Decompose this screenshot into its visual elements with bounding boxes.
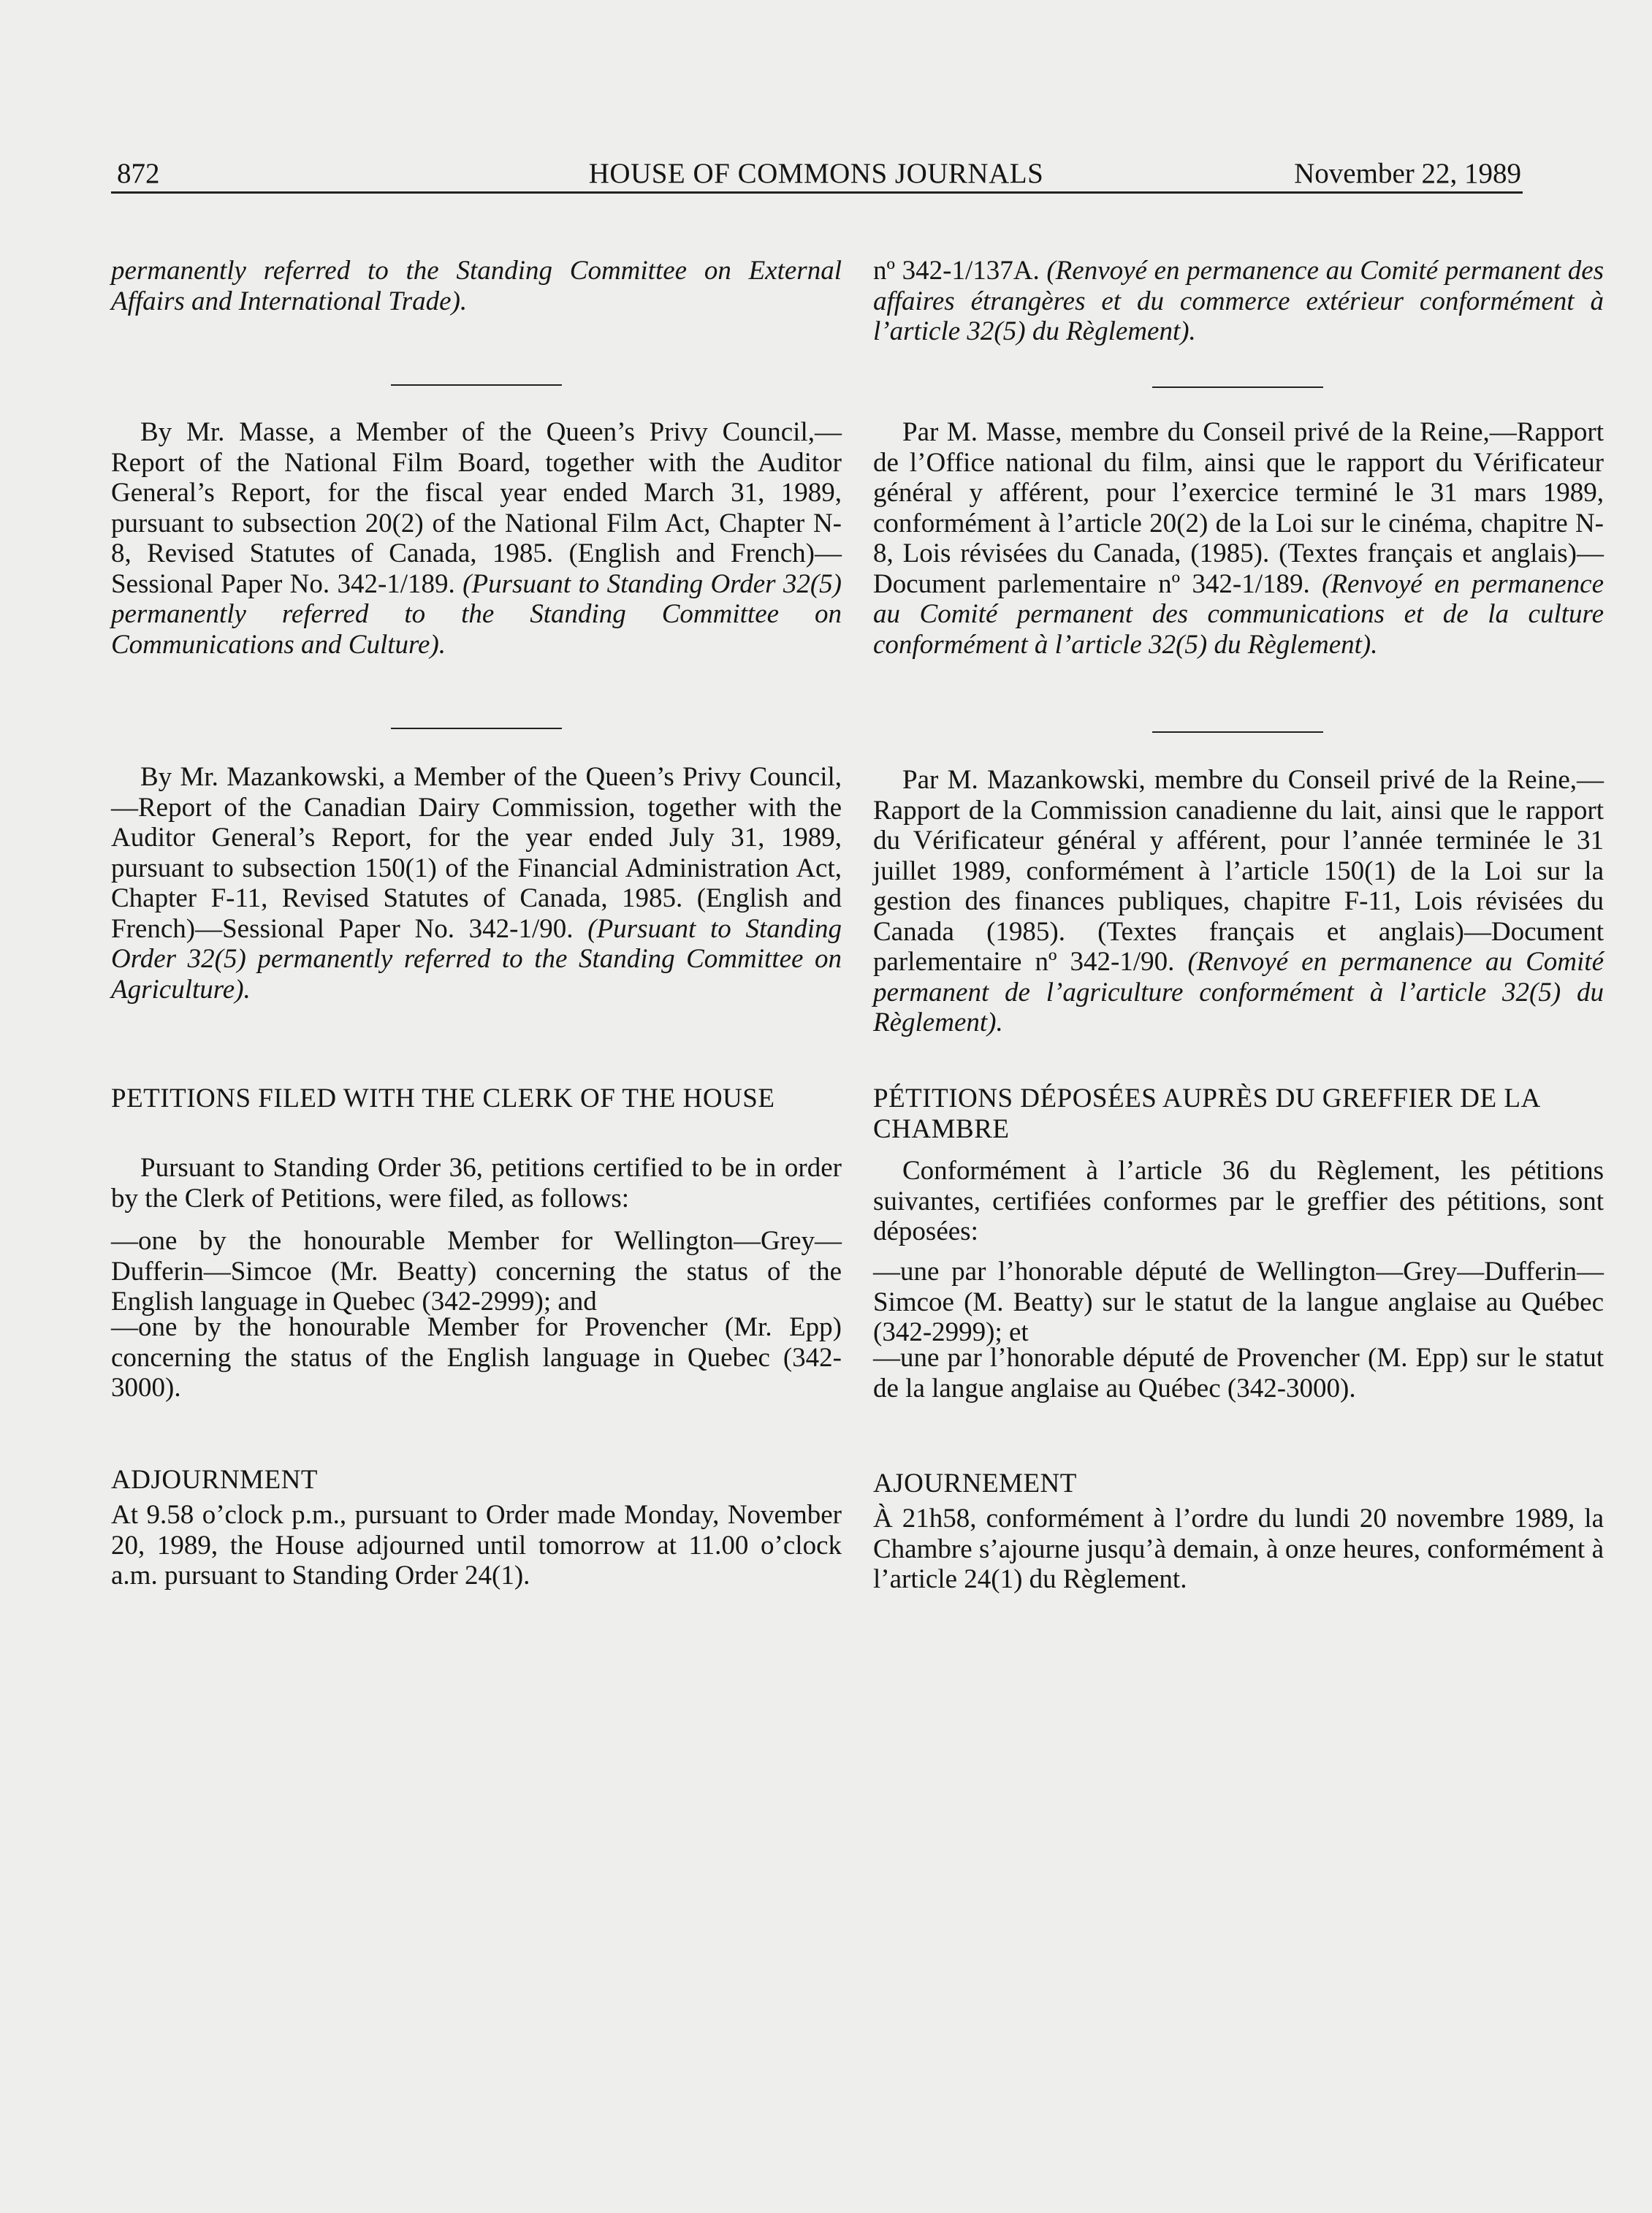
paper-number: nº 342-1/137A. bbox=[873, 256, 1040, 286]
referral-note: (Pursuant to Standing Order 32(5) permanently referred to the Standing Committee on Agriculture). bbox=[111, 913, 842, 1005]
petition-item: —one by the honourable Member for Provencher (Mr. Epp) concerning the status of the English language in Quebec (342-3000). bbox=[111, 1312, 842, 1403]
header-rule bbox=[111, 191, 1523, 194]
page-number: 872 bbox=[117, 158, 160, 189]
continued-paper-entry bbox=[111, 256, 842, 316]
entry-text: By Mr. Mazankowski, a Member of the Queen’s Privy Council,—Report of the Canadian Dairy Commission, together with the Auditor General’s Report, for the year ended July 31, 1989, pursuant to subsection 150(1) of the Financial Administration Act, Chapter F-11, Revised Statutes of Canada, 1985. (English and French)—Sessional Paper No. 342-1/90. bbox=[111, 762, 842, 944]
paper-entry-dairy-commission bbox=[111, 762, 842, 1005]
section-divider bbox=[1152, 731, 1323, 733]
paper-entry-film-board bbox=[873, 417, 1604, 660]
referral-note: (Pursuant to Standing Order 32(5) permanently referred to the Standing Committee on Communications and Culture). bbox=[111, 568, 842, 660]
entry-text: Par M. Mazankowski, membre du Conseil privé de la Reine,—Rapport de la Commission canadienne du lait, ainsi que le rapport du Vérificateur général y afférent, pour l’année terminée le 31 juillet 1989, conformément à l’article 150(1) de la Loi sur la gestion des finances publiques, chapitre F-11, Lois révisées du Canada (1985). (Textes français et anglais)—Document parlementaire nº 342-1/90. bbox=[873, 765, 1604, 977]
petition-item: —one by the honourable Member for Wellington—Grey—Dufferin—Simcoe (Mr. Beatty) concerning the status of the English language in Quebec (342-2999); and bbox=[111, 1226, 842, 1317]
adjournment-text: À 21h58, conformément à l’ordre du lundi 20 novembre 1989, la Chambre s’ajourne jusqu’à demain, à onze heures, conformément à l’article 24(1) du Règlement. bbox=[873, 1504, 1604, 1594]
petitions-intro: Conformément à l’article 36 du Règlement, les pétitions suivantes, certifiées conformes par le greffier des pétitions, sont déposées: bbox=[873, 1156, 1604, 1246]
petitions-heading: PÉTITIONS DÉPOSÉES AUPRÈS DU GREFFIER DE LA CHAMBRE bbox=[873, 1083, 1539, 1144]
referral-note: (Renvoyé en permanence au Comité permanent des communications et de la culture conformément à l’article 32(5) du Règlement). bbox=[873, 568, 1605, 660]
adjournment-heading: AJOURNEMENT bbox=[873, 1469, 1077, 1498]
referral-note: permanently referred to the Standing Committee on External Affairs and International Trade). bbox=[111, 256, 842, 316]
continued-paper-entry bbox=[873, 256, 1604, 347]
section-divider bbox=[1152, 386, 1323, 388]
entry-text: By Mr. Masse, a Member of the Queen’s Privy Council,—Report of the National Film Board, together with the Auditor General’s Report, for the fiscal year ended March 31, 1989, pursuant to subsection 20(2) of the National Film Act, Chapter N-8, Revised Statutes of Canada, 1985. (English and French)—Sessional Paper No. 342-1/189. bbox=[111, 417, 842, 599]
paper-entry-dairy-commission bbox=[873, 765, 1604, 1038]
adjournment-text: At 9.58 o’clock p.m., pursuant to Order made Monday, November 20, 1989, the House adjourned until tomorrow at 11.00 o’clock a.m. pursuant to Standing Order 24(1). bbox=[111, 1500, 842, 1591]
journal-date: November 22, 1989 bbox=[1294, 158, 1521, 189]
petition-item: —une par l’honorable député de Wellington—Grey—Dufferin—Simcoe (M. Beatty) sur le statut de la langue anglaise au Québec (342-2999); et bbox=[873, 1257, 1604, 1347]
journal-title: HOUSE OF COMMONS JOURNALS bbox=[588, 158, 1044, 189]
entry-text: Par M. Masse, membre du Conseil privé de la Reine,—Rapport de l’Office national du film, ainsi que le rapport du Vérificateur général y afférent, pour l’exercice terminé le 31 mars 1989, conformément à l’article 20(2) de la Loi sur le cinéma, chapitre N-8, Lois révisées du Canada, (1985). (Textes français et anglais)—Document parlementaire nº 342-1/189. bbox=[873, 417, 1604, 599]
paper-entry-film-board bbox=[111, 417, 842, 660]
petitions-intro: Pursuant to Standing Order 36, petitions certified to be in order by the Clerk of Petitions, were filed, as follows: bbox=[111, 1153, 842, 1214]
referral-note: (Renvoyé en permanence au Comité permanent des affaires étrangères et du commerce extérieur conformément à l’article 32(5) du Règlement). bbox=[873, 256, 1605, 346]
page-header bbox=[111, 155, 1521, 193]
section-divider bbox=[391, 384, 562, 386]
referral-note: (Renvoyé en permanence au Comité permanent de l’agriculture conformément à l’article 32(5) du Règlement). bbox=[873, 947, 1604, 1037]
adjournment-heading: ADJOURNMENT bbox=[111, 1465, 318, 1495]
petitions-heading: PETITIONS FILED WITH THE CLERK OF THE HOUSE bbox=[111, 1083, 775, 1113]
section-divider bbox=[391, 728, 562, 729]
petition-item: —une par l’honorable député de Provencher (M. Epp) sur le statut de la langue anglaise au Québec (342-3000). bbox=[873, 1343, 1604, 1403]
